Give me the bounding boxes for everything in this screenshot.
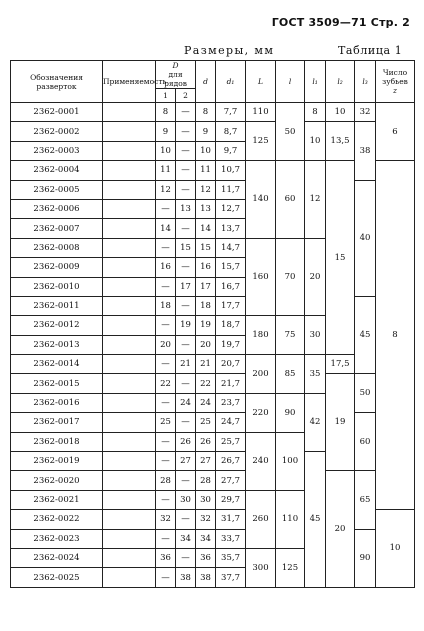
cell-d1: 13,7	[216, 219, 246, 238]
cell-row2: 34	[176, 529, 196, 548]
col-l: l	[276, 61, 305, 103]
cell-l: 50	[276, 103, 305, 161]
cell-l3: 65	[355, 471, 376, 529]
col-d1: d₁	[216, 61, 246, 103]
cell-applicability	[103, 568, 156, 587]
col-row2: 2	[176, 89, 196, 103]
cell-applicability	[103, 258, 156, 277]
cell-row1: 9	[156, 122, 176, 141]
cell-designation: 2362-0018	[11, 432, 103, 451]
cell-d: 17	[196, 277, 216, 296]
cell-d: 18	[196, 296, 216, 315]
cell-row2: 15	[176, 238, 196, 257]
cell-l3: 40	[355, 180, 376, 296]
cell-designation: 2362-0002	[11, 122, 103, 141]
cell-designation: 2362-0008	[11, 238, 103, 257]
cell-d: 28	[196, 471, 216, 490]
table-row	[11, 355, 415, 374]
cell-d: 25	[196, 413, 216, 432]
cell-l1: 20	[305, 238, 326, 316]
cell-l2: 19	[326, 374, 355, 471]
cell-applicability	[103, 296, 156, 315]
cell-designation: 2362-0004	[11, 161, 103, 180]
cell-l2: 13,5	[326, 122, 355, 161]
cell-d1: 27,7	[216, 471, 246, 490]
cell-l1: 30	[305, 316, 326, 355]
cell-row2: —	[176, 161, 196, 180]
cell-applicability	[103, 141, 156, 160]
cell-d1: 17,7	[216, 296, 246, 315]
cell-d: 20	[196, 335, 216, 354]
cell-d1: 21,7	[216, 374, 246, 393]
cell-d: 8	[196, 103, 216, 122]
cell-row2: 30	[176, 490, 196, 509]
cell-designation: 2362-0005	[11, 180, 103, 199]
table-row	[11, 180, 415, 199]
dimensions-table	[10, 60, 415, 588]
cell-row2: —	[176, 141, 196, 160]
cell-z: 6	[376, 103, 415, 161]
col-d: d	[196, 61, 216, 103]
cell-designation: 2362-0019	[11, 452, 103, 471]
cell-l3: 90	[355, 529, 376, 587]
cell-applicability	[103, 180, 156, 199]
cell-L: 140	[246, 161, 276, 239]
cell-row2: 26	[176, 432, 196, 451]
table-number: Таблица 1	[338, 44, 403, 57]
cell-row1: 11	[156, 161, 176, 180]
col-D-symbol: D	[172, 61, 179, 70]
cell-l3: 60	[355, 413, 376, 471]
cell-l2: 10	[326, 103, 355, 122]
cell-designation: 2362-0003	[11, 141, 103, 160]
cell-l: 110	[276, 490, 305, 548]
cell-row1: —	[156, 432, 176, 451]
cell-d: 38	[196, 568, 216, 587]
cell-applicability	[103, 548, 156, 567]
cell-l1: 10	[305, 122, 326, 161]
cell-z: 8	[376, 161, 415, 510]
cell-row2: —	[176, 471, 196, 490]
cell-l: 60	[276, 161, 305, 239]
cell-row1: —	[156, 393, 176, 412]
cell-row2: —	[176, 374, 196, 393]
cell-designation: 2362-0020	[11, 471, 103, 490]
cell-row2: 38	[176, 568, 196, 587]
cell-L: 300	[246, 548, 276, 587]
cell-l1: 35	[305, 355, 326, 394]
cell-applicability	[103, 413, 156, 432]
cell-d1: 11,7	[216, 180, 246, 199]
cell-applicability	[103, 335, 156, 354]
cell-row1: —	[156, 316, 176, 335]
cell-applicability	[103, 471, 156, 490]
cell-applicability	[103, 510, 156, 529]
cell-row1: —	[156, 490, 176, 509]
units-label: Размеры, мм	[184, 44, 275, 57]
cell-l: 85	[276, 355, 305, 394]
col-L: L	[246, 61, 276, 103]
cell-d: 32	[196, 510, 216, 529]
cell-applicability	[103, 199, 156, 218]
cell-d1: 31,7	[216, 510, 246, 529]
col-teeth	[376, 61, 415, 103]
cell-designation: 2362-0009	[11, 258, 103, 277]
cell-l: 75	[276, 316, 305, 355]
cell-d1: 10,7	[216, 161, 246, 180]
cell-l: 125	[276, 548, 305, 587]
col-for-rows: для рядов	[164, 70, 187, 88]
cell-row2: —	[176, 548, 196, 567]
cell-L: 180	[246, 316, 276, 355]
cell-d1: 8,7	[216, 122, 246, 141]
cell-L: 240	[246, 432, 276, 490]
cell-designation: 2362-0025	[11, 568, 103, 587]
cell-row2: 17	[176, 277, 196, 296]
cell-L: 110	[246, 103, 276, 122]
cell-d: 24	[196, 393, 216, 412]
table-row	[11, 529, 415, 548]
cell-d1: 15,7	[216, 258, 246, 277]
cell-d: 16	[196, 258, 216, 277]
cell-d1: 19,7	[216, 335, 246, 354]
cell-row1: 10	[156, 141, 176, 160]
cell-d1: 7,7	[216, 103, 246, 122]
cell-d: 19	[196, 316, 216, 335]
cell-row1: 28	[156, 471, 176, 490]
cell-row1: —	[156, 199, 176, 218]
cell-designation: 2362-0011	[11, 296, 103, 315]
cell-applicability	[103, 103, 156, 122]
cell-l3: 50	[355, 374, 376, 413]
cell-row2: —	[176, 103, 196, 122]
cell-designation: 2362-0021	[11, 490, 103, 509]
cell-row2: 13	[176, 199, 196, 218]
cell-designation: 2362-0001	[11, 103, 103, 122]
cell-row2: 19	[176, 316, 196, 335]
cell-d1: 26,7	[216, 452, 246, 471]
cell-row2: 21	[176, 355, 196, 374]
table-row	[11, 122, 415, 141]
cell-designation: 2362-0013	[11, 335, 103, 354]
cell-l2: 15	[326, 161, 355, 355]
cell-d: 27	[196, 452, 216, 471]
col-row1: 1	[156, 89, 176, 103]
cell-row1: 22	[156, 374, 176, 393]
cell-applicability	[103, 238, 156, 257]
cell-d: 36	[196, 548, 216, 567]
cell-d1: 16,7	[216, 277, 246, 296]
cell-applicability	[103, 122, 156, 141]
cell-d1: 12,7	[216, 199, 246, 218]
table-body	[11, 103, 415, 588]
col-l2: l₂	[326, 61, 355, 103]
table-caption	[0, 44, 424, 58]
table-row	[11, 413, 415, 432]
cell-row1: 18	[156, 296, 176, 315]
cell-d1: 18,7	[216, 316, 246, 335]
cell-d: 21	[196, 355, 216, 374]
cell-row2: —	[176, 510, 196, 529]
cell-d1: 20,7	[216, 355, 246, 374]
cell-row1: 25	[156, 413, 176, 432]
cell-designation: 2362-0015	[11, 374, 103, 393]
cell-d1: 35,7	[216, 548, 246, 567]
cell-row2: —	[176, 219, 196, 238]
cell-row1: 12	[156, 180, 176, 199]
cell-l2: 20	[326, 471, 355, 587]
col-l1: l₁	[305, 61, 326, 103]
cell-L: 220	[246, 393, 276, 432]
cell-applicability	[103, 161, 156, 180]
cell-d1: 24,7	[216, 413, 246, 432]
cell-d: 15	[196, 238, 216, 257]
col-z-symbol: z	[393, 86, 397, 95]
cell-row1: 14	[156, 219, 176, 238]
cell-row1: —	[156, 568, 176, 587]
table-row	[11, 374, 415, 393]
cell-d: 34	[196, 529, 216, 548]
cell-l: 70	[276, 238, 305, 316]
cell-row1: 36	[156, 548, 176, 567]
cell-l3: 38	[355, 122, 376, 180]
page-header: ГОСТ 3509—71 Стр. 2	[271, 16, 410, 29]
cell-designation: 2362-0010	[11, 277, 103, 296]
cell-L: 260	[246, 490, 276, 548]
cell-designation: 2362-0014	[11, 355, 103, 374]
table-row	[11, 103, 415, 122]
cell-applicability	[103, 490, 156, 509]
cell-d: 13	[196, 199, 216, 218]
cell-d: 11	[196, 161, 216, 180]
cell-d: 14	[196, 219, 216, 238]
cell-d1: 33,7	[216, 529, 246, 548]
cell-row1: 8	[156, 103, 176, 122]
cell-applicability	[103, 529, 156, 548]
cell-designation: 2362-0024	[11, 548, 103, 567]
table-row	[11, 296, 415, 315]
cell-applicability	[103, 452, 156, 471]
cell-designation: 2362-0016	[11, 393, 103, 412]
cell-l3: 32	[355, 103, 376, 122]
cell-l1: 8	[305, 103, 326, 122]
cell-row1: —	[156, 529, 176, 548]
cell-l1: 45	[305, 452, 326, 588]
cell-l: 100	[276, 432, 305, 490]
cell-row2: —	[176, 180, 196, 199]
cell-row2: 24	[176, 393, 196, 412]
cell-d: 26	[196, 432, 216, 451]
cell-d1: 37,7	[216, 568, 246, 587]
cell-row2: —	[176, 296, 196, 315]
cell-l1: 42	[305, 393, 326, 451]
cell-applicability	[103, 355, 156, 374]
cell-row1: —	[156, 238, 176, 257]
cell-designation: 2362-0022	[11, 510, 103, 529]
cell-applicability	[103, 277, 156, 296]
cell-designation: 2362-0012	[11, 316, 103, 335]
cell-d: 22	[196, 374, 216, 393]
cell-d: 12	[196, 180, 216, 199]
cell-d: 10	[196, 141, 216, 160]
cell-row1: 20	[156, 335, 176, 354]
cell-l3: 45	[355, 296, 376, 374]
cell-L: 160	[246, 238, 276, 316]
cell-row2: —	[176, 122, 196, 141]
cell-applicability	[103, 374, 156, 393]
cell-designation: 2362-0006	[11, 199, 103, 218]
col-teeth-label: Число зубьев	[382, 68, 408, 86]
cell-d1: 23,7	[216, 393, 246, 412]
cell-row2: 27	[176, 452, 196, 471]
cell-d1: 29,7	[216, 490, 246, 509]
cell-d1: 14,7	[216, 238, 246, 257]
cell-d: 30	[196, 490, 216, 509]
cell-L: 200	[246, 355, 276, 394]
cell-applicability	[103, 219, 156, 238]
cell-designation: 2362-0023	[11, 529, 103, 548]
cell-row1: 16	[156, 258, 176, 277]
cell-row1: —	[156, 452, 176, 471]
cell-L: 125	[246, 122, 276, 161]
cell-d: 9	[196, 122, 216, 141]
cell-row2: —	[176, 335, 196, 354]
cell-d1: 25,7	[216, 432, 246, 451]
cell-row2: —	[176, 413, 196, 432]
cell-applicability	[103, 393, 156, 412]
cell-row1: —	[156, 355, 176, 374]
cell-row1: 32	[156, 510, 176, 529]
cell-l1: 12	[305, 161, 326, 239]
cell-z: 10	[376, 510, 415, 588]
cell-row2: —	[176, 258, 196, 277]
cell-applicability	[103, 432, 156, 451]
cell-applicability	[103, 316, 156, 335]
cell-l2: 17,5	[326, 355, 355, 374]
cell-designation: 2362-0007	[11, 219, 103, 238]
table-row	[11, 161, 415, 180]
col-l3: l₃	[355, 61, 376, 103]
cell-d1: 9,7	[216, 141, 246, 160]
table-row	[11, 471, 415, 490]
cell-l: 90	[276, 393, 305, 432]
col-designation: Обозначения разверток	[11, 61, 103, 103]
cell-designation: 2362-0017	[11, 413, 103, 432]
col-applicability: Применяемость	[103, 61, 156, 103]
cell-row1: —	[156, 277, 176, 296]
